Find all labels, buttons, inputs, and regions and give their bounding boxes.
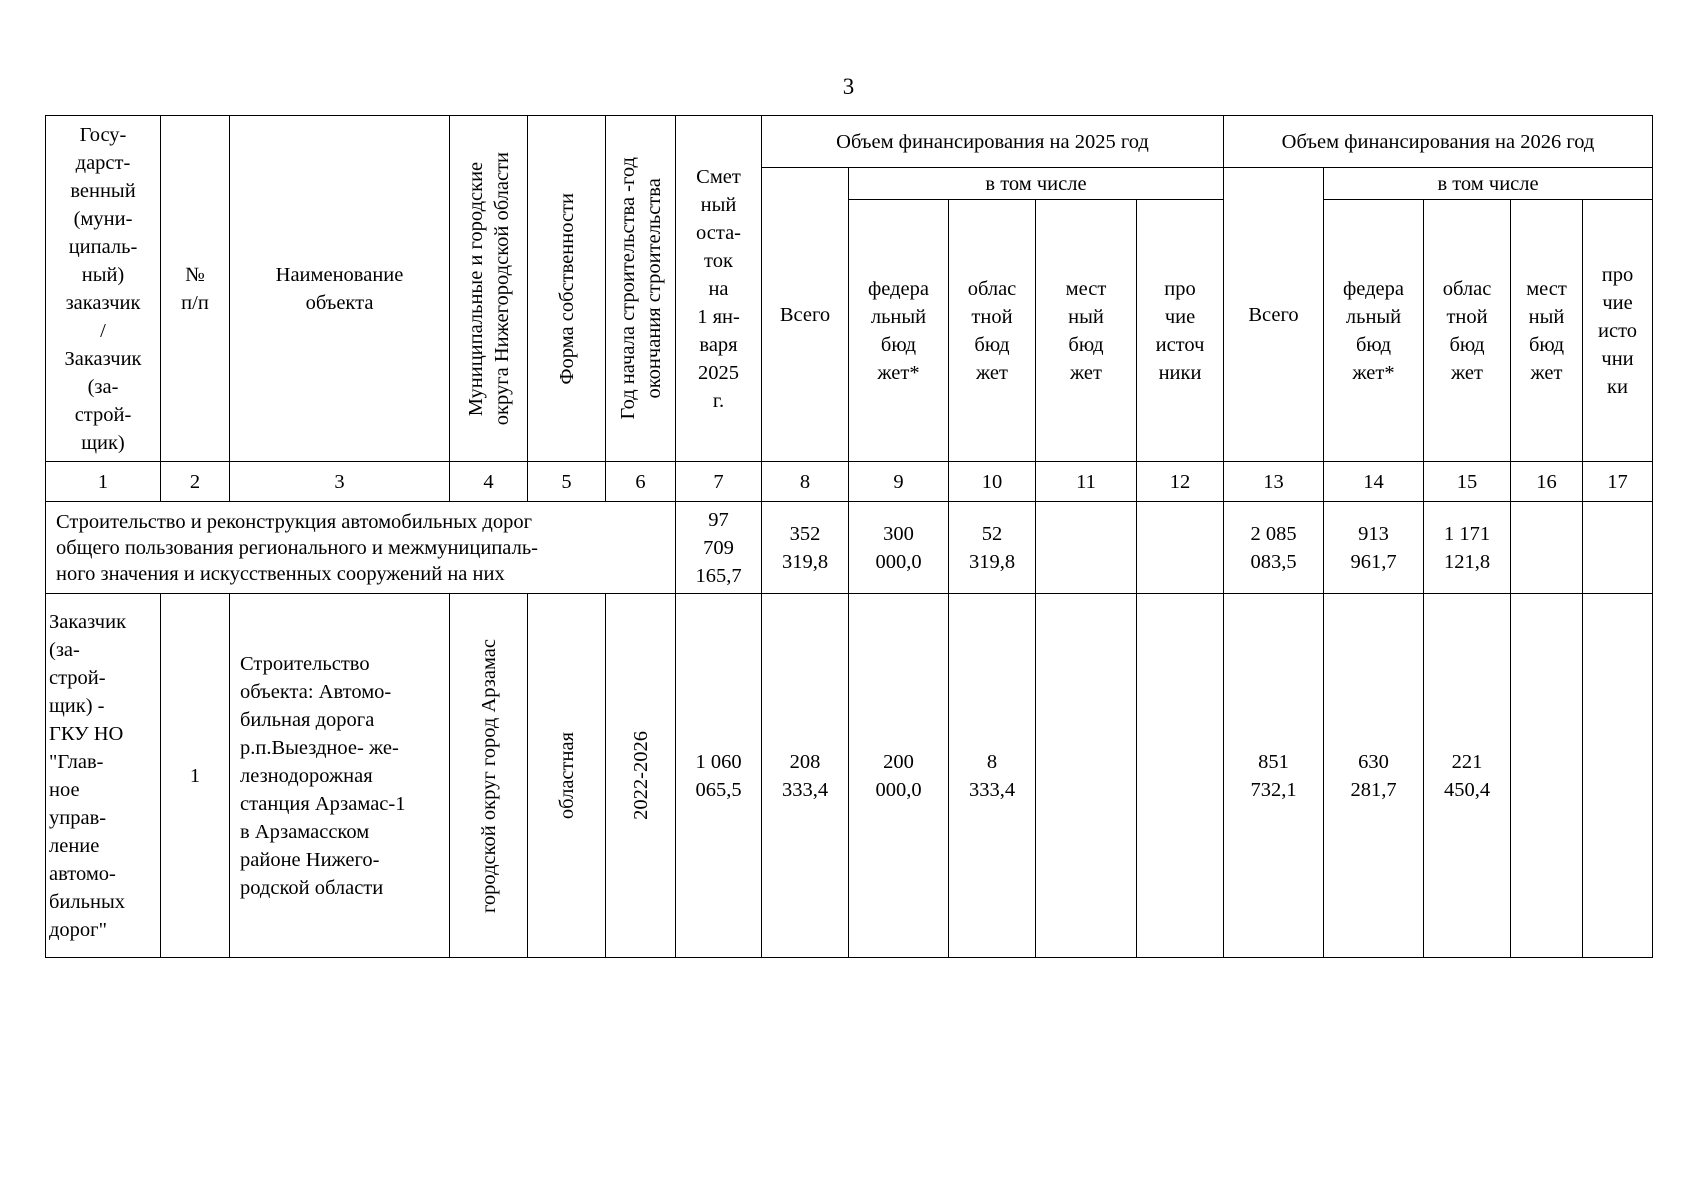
header-total-2026: Всего	[1224, 168, 1324, 462]
header-object-name: Наименование объекта	[230, 116, 450, 462]
section-title: Строительство и реконструкция автомобильных дорог общего пользования регионального и межмуниципаль- ного значения и искусственных сооружений на них	[46, 502, 676, 594]
header-municipal-cell	[450, 116, 528, 462]
section-local-2026	[1511, 502, 1583, 594]
section-regional-2026: 1 171 121,8	[1424, 502, 1511, 594]
header-years-cell	[606, 116, 676, 462]
header-ownership-cell	[528, 116, 606, 462]
header-other-2026: про чие исто чни ки	[1583, 200, 1653, 462]
header-including-2025: в том числе	[849, 168, 1224, 200]
section-other-2025	[1137, 502, 1224, 594]
row-number: 1	[161, 594, 230, 958]
header-federal-2025: федера льный бюд жет*	[849, 200, 949, 462]
row-regional-2025: 8 333,4	[949, 594, 1036, 958]
row-local-2025	[1036, 594, 1137, 958]
row-municipal-cell	[450, 594, 528, 958]
row-years: 2022-2026	[629, 731, 652, 820]
column-number: 15	[1424, 462, 1511, 502]
header-funding-2026: Объем финансирования на 2026 год	[1224, 116, 1653, 168]
row-federal-2026: 630 281,7	[1324, 594, 1424, 958]
section-total-2026: 2 085 083,5	[1224, 502, 1324, 594]
section-federal-2026: 913 961,7	[1324, 502, 1424, 594]
column-number: 14	[1324, 462, 1424, 502]
row-ownership: областная	[555, 731, 578, 820]
column-number: 7	[676, 462, 762, 502]
header-federal-2026: федера льный бюд жет*	[1324, 200, 1424, 462]
column-number: 9	[849, 462, 949, 502]
row-estimate: 1 060 065,5	[676, 594, 762, 958]
header-row-1	[46, 116, 1653, 168]
column-number: 2	[161, 462, 230, 502]
row-ownership-cell	[528, 594, 606, 958]
row-other-2025	[1137, 594, 1224, 958]
header-including-2026: в том числе	[1324, 168, 1653, 200]
section-row	[46, 502, 1653, 594]
column-number: 16	[1511, 462, 1583, 502]
header-municipal: Муниципальные и городские округа Нижегородской области	[464, 151, 513, 426]
section-other-2026	[1583, 502, 1653, 594]
column-number-row	[46, 462, 1653, 502]
page-number: 3	[842, 74, 855, 99]
row-total-2025: 208 333,4	[762, 594, 849, 958]
row-other-2026	[1583, 594, 1653, 958]
column-number: 4	[450, 462, 528, 502]
section-federal-2025: 300 000,0	[849, 502, 949, 594]
row-object-name: Строительство объекта: Автомо- бильная дорога р.п.Выездное- же- лезнодорожная станция Арзамас-1 в Арзамасском районе Нижего- родской области	[230, 594, 450, 958]
header-local-2026: мест ный бюд жет	[1511, 200, 1583, 462]
section-total-2025: 352 319,8	[762, 502, 849, 594]
column-number: 5	[528, 462, 606, 502]
row-local-2026	[1511, 594, 1583, 958]
header-funding-2025: Объем финансирования на 2025 год	[762, 116, 1224, 168]
header-other-2025: про чие источ ники	[1137, 200, 1224, 462]
table-row	[46, 594, 1653, 958]
row-total-2026: 851 732,1	[1224, 594, 1324, 958]
section-estimate: 97 709 165,7	[676, 502, 762, 594]
header-local-2025: мест ный бюд жет	[1036, 200, 1137, 462]
column-number: 17	[1583, 462, 1653, 502]
column-number: 1	[46, 462, 161, 502]
section-local-2025	[1036, 502, 1137, 594]
row-municipal: городской округ город Арзамас	[477, 638, 500, 913]
header-number: № п/п	[161, 116, 230, 462]
column-number: 6	[606, 462, 676, 502]
column-number: 12	[1137, 462, 1224, 502]
column-number: 3	[230, 462, 450, 502]
header-customer: Госу- дарст- венный (муни- ципаль- ный) заказчик / Заказчик (за- строй- щик)	[46, 116, 161, 462]
header-regional-2026: облас тной бюд жет	[1424, 200, 1511, 462]
column-number: 8	[762, 462, 849, 502]
row-years-cell	[606, 594, 676, 958]
header-years: Год начала строительства -год окончания строительства	[616, 157, 665, 420]
section-regional-2025: 52 319,8	[949, 502, 1036, 594]
column-number: 11	[1036, 462, 1137, 502]
header-regional-2025: облас тной бюд жет	[949, 200, 1036, 462]
header-estimate: Смет ный оста- ток на 1 ян- варя 2025 г.	[676, 116, 762, 462]
header-total-2025: Всего	[762, 168, 849, 462]
header-ownership: Форма собственности	[555, 192, 578, 385]
row-federal-2025: 200 000,0	[849, 594, 949, 958]
row-regional-2026: 221 450,4	[1424, 594, 1511, 958]
column-number: 13	[1224, 462, 1324, 502]
row-customer: Заказчик (за- строй- щик) - ГКУ НО "Глав- ное управ- ление автомо- бильных дорог"	[46, 594, 161, 958]
funding-table	[45, 115, 1653, 958]
column-number: 10	[949, 462, 1036, 502]
